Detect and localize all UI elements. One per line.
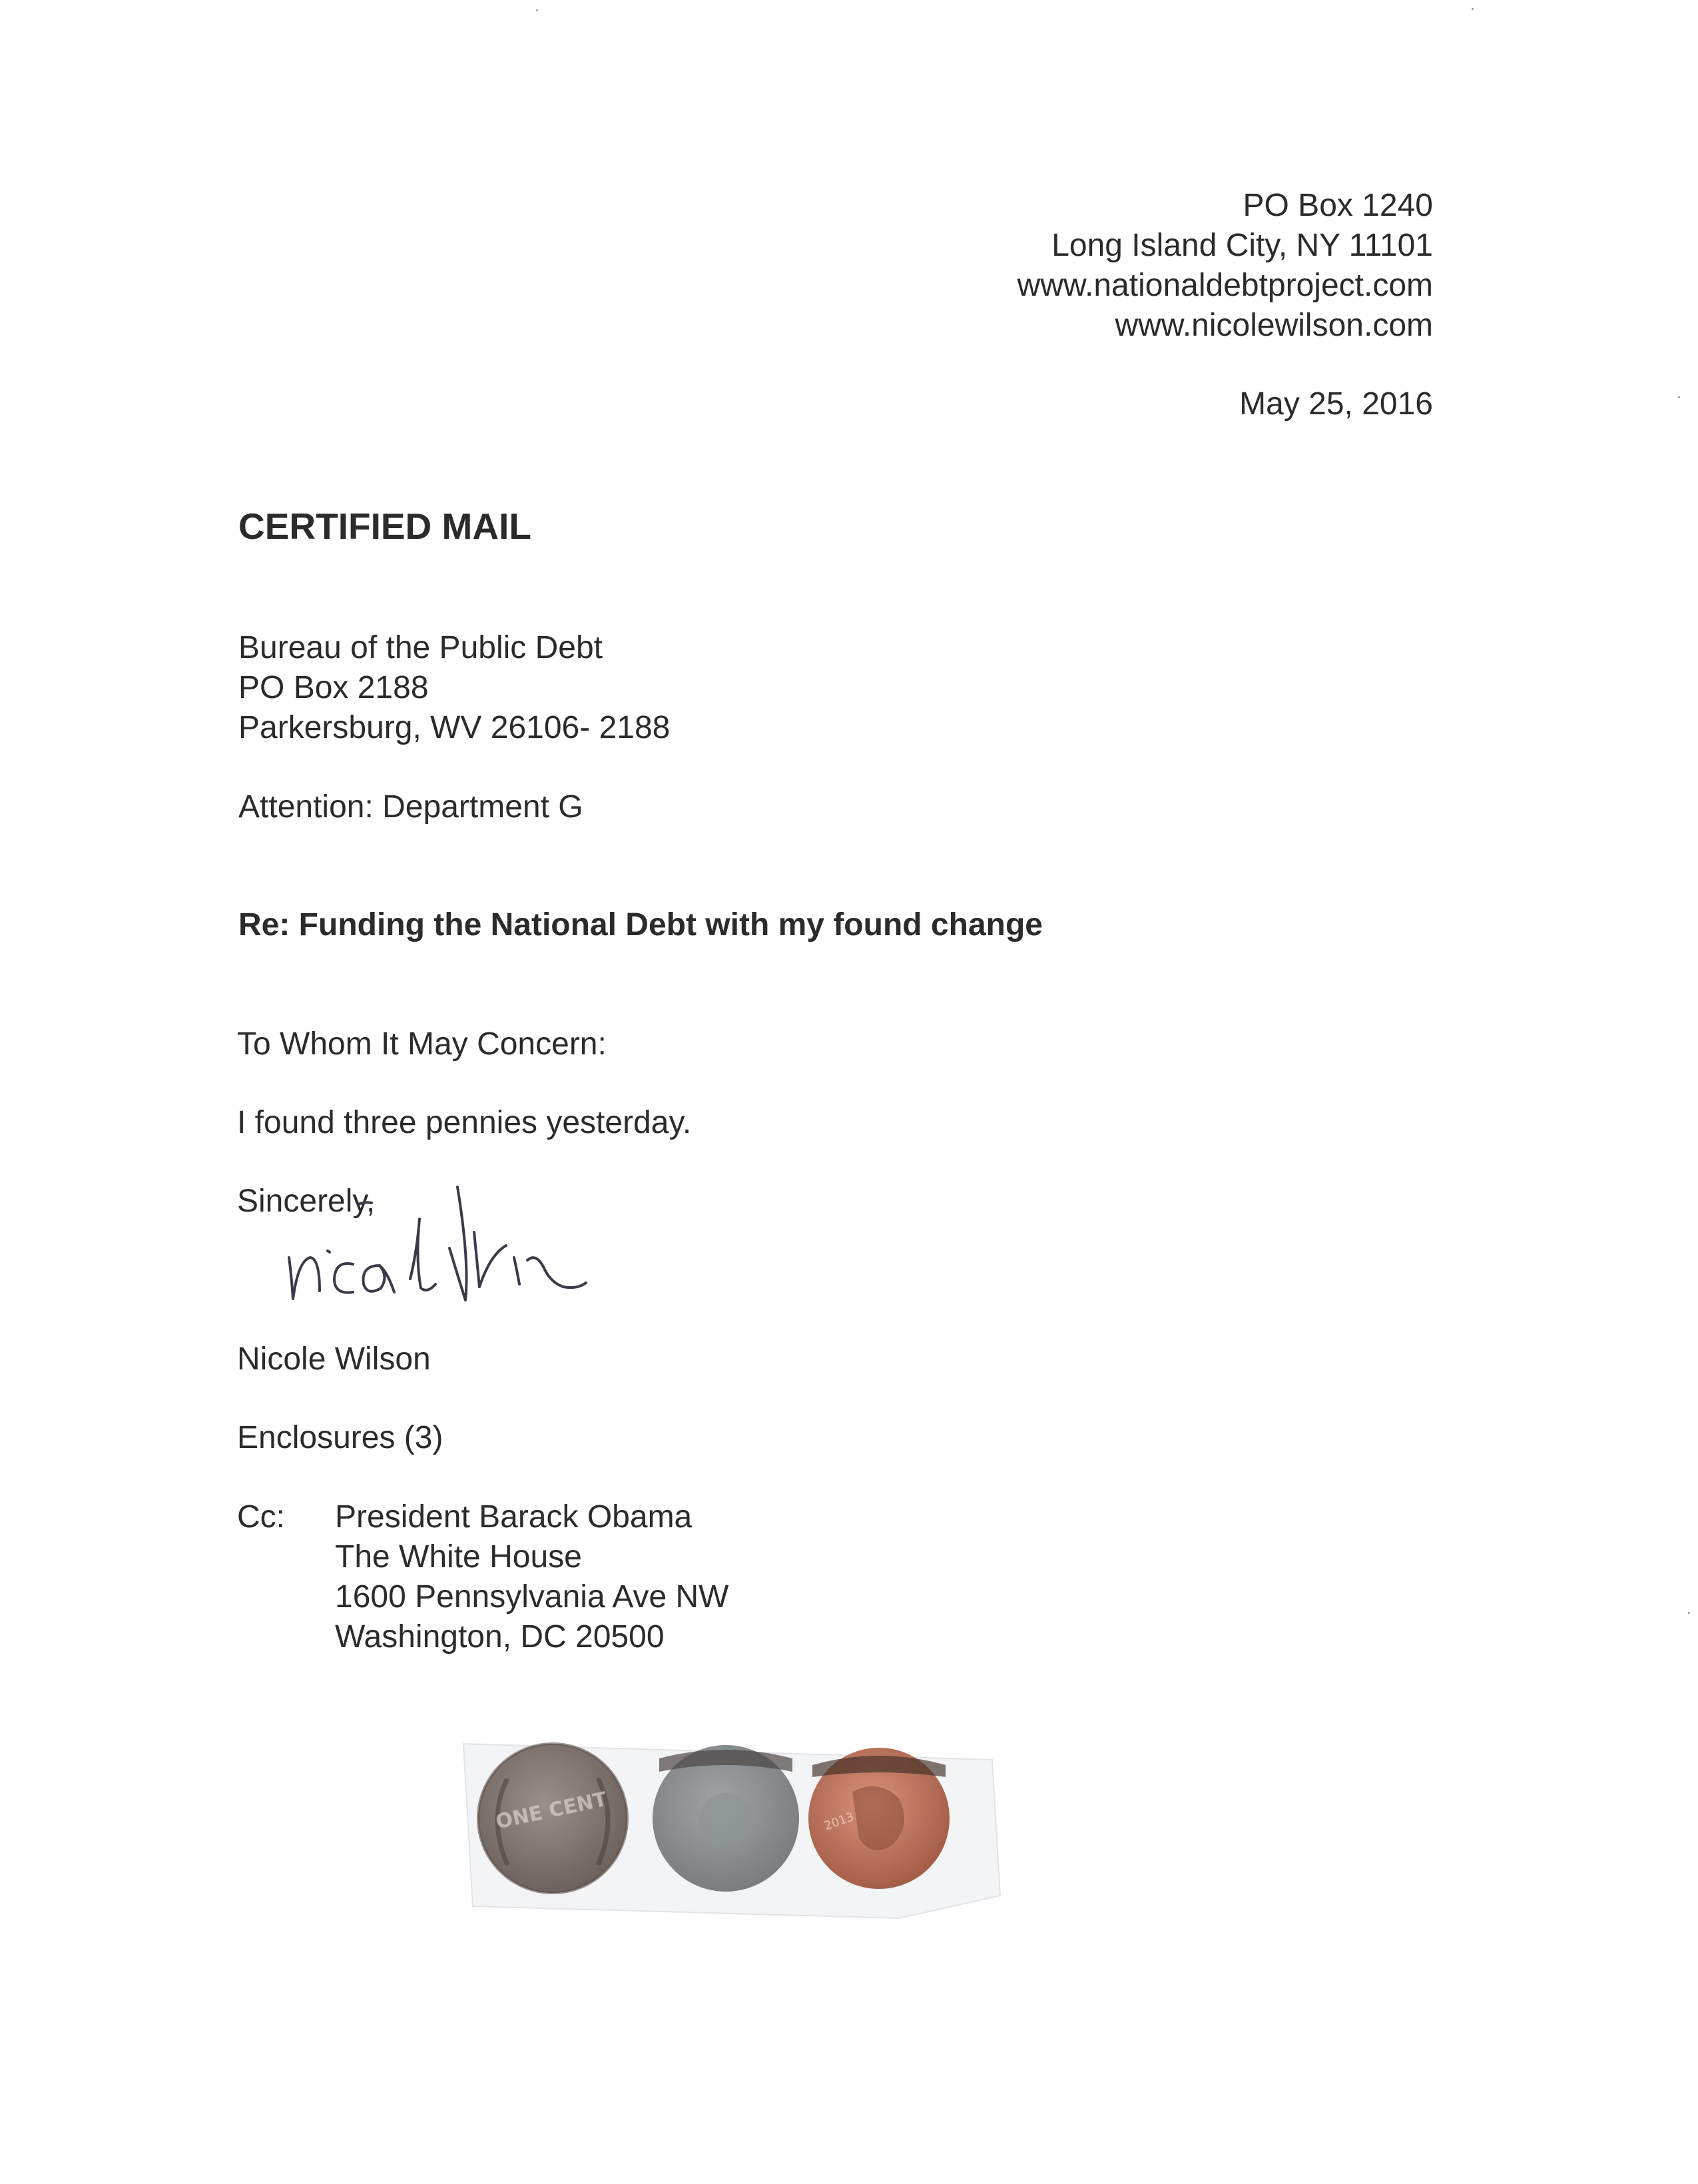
cc-line-1: President Barack Obama — [335, 1499, 693, 1535]
sender-address-line-1: PO Box 1240 — [1243, 188, 1433, 223]
steel-penny-coin — [653, 1745, 799, 1892]
scan-speck — [536, 9, 538, 11]
taped-pennies — [459, 1732, 1005, 1925]
copper-penny-coin — [808, 1748, 950, 1889]
handwritten-signature — [280, 1179, 639, 1312]
closing: Sincerely, — [237, 1184, 376, 1219]
signature-name: Nicole Wilson — [237, 1341, 431, 1377]
cc-line-4: Washington, DC 20500 — [335, 1619, 665, 1654]
attention-line: Attention: Department G — [238, 789, 583, 825]
cc-label: Cc: — [237, 1499, 285, 1535]
coin-1-marking: ONE CENT — [493, 1787, 609, 1834]
cc-line-2: The White House — [335, 1539, 582, 1575]
cc-line-3: 1600 Pennsylvania Ave NW — [335, 1579, 729, 1615]
certified-mail-heading: CERTIFIED MAIL — [238, 506, 531, 547]
scan-speck — [1678, 396, 1680, 398]
recipient-line-3: Parkersburg, WV 26106- 2188 — [238, 710, 671, 745]
wheat-penny-coin — [478, 1744, 627, 1893]
scan-speck — [1688, 1612, 1690, 1614]
sender-website-1: www.nationaldebtproject.com — [1017, 268, 1433, 303]
scan-speck — [1472, 8, 1474, 10]
salutation: To Whom It May Concern: — [237, 1026, 607, 1062]
subject-line: Re: Funding the National Debt with my found change — [238, 907, 1043, 942]
body-text: I found three pennies yesterday. — [237, 1105, 692, 1140]
enclosures-line: Enclosures (3) — [237, 1420, 443, 1455]
sender-website-2: www.nicolewilson.com — [1115, 308, 1433, 343]
letter-date: May 25, 2016 — [1239, 386, 1433, 422]
sender-address-line-2: Long Island City, NY 11101 — [1051, 228, 1433, 263]
recipient-line-2: PO Box 2188 — [238, 670, 429, 705]
coin-3-marking: 2013 — [822, 1810, 856, 1834]
recipient-line-1: Bureau of the Public Debt — [238, 630, 603, 665]
